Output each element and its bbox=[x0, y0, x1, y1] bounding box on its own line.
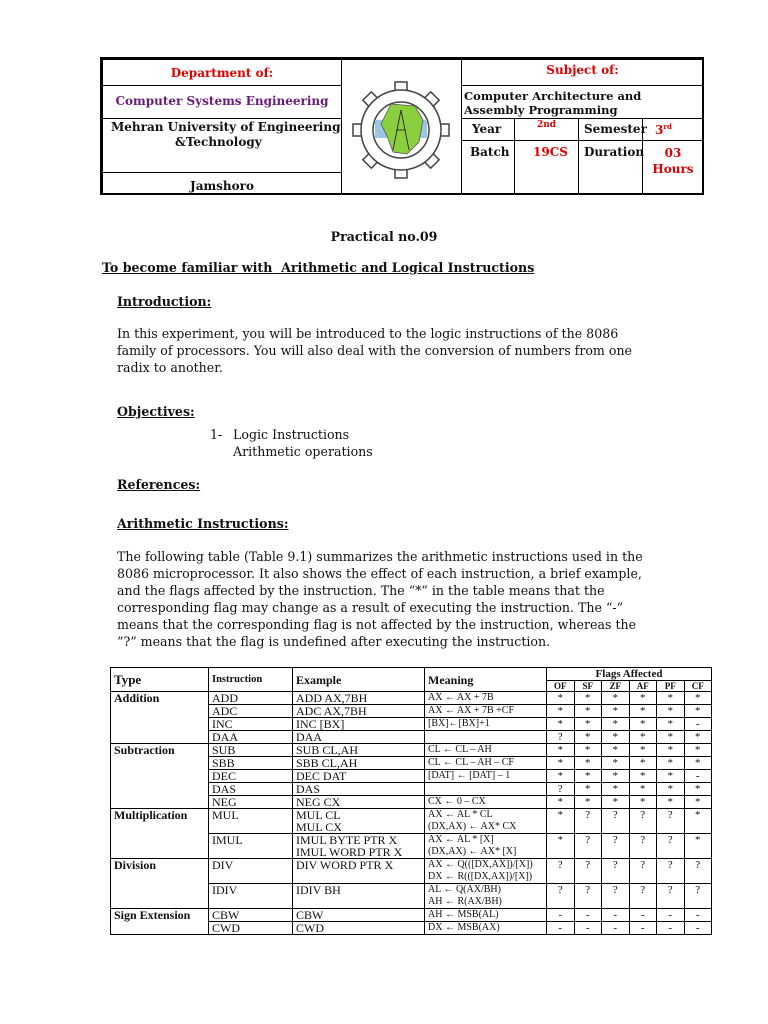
meaning-cell bbox=[425, 834, 547, 859]
instruction-cell-line: INC bbox=[212, 717, 233, 731]
objective-item: Logic Instructions bbox=[233, 427, 350, 442]
year-label: Year bbox=[461, 118, 515, 141]
meaning-cell-line: [BX]←[BX]+1 bbox=[428, 718, 490, 729]
flag-cell-of: * bbox=[547, 770, 575, 783]
meaning-cell-line: (DX,AX) ← AX* [X] bbox=[428, 846, 517, 857]
duration-label: Duration bbox=[578, 140, 643, 195]
meaning-cell-line: AX ← AL * [X] bbox=[428, 834, 494, 845]
flag-cell-af: - bbox=[629, 909, 657, 922]
instruction-cell-line: NEG bbox=[212, 795, 237, 809]
flag-cell-pf: * bbox=[657, 783, 685, 796]
flag-cell-of: * bbox=[547, 692, 575, 705]
batch-value: 19CS bbox=[514, 140, 579, 195]
aim-prefix: To become familiar with bbox=[102, 260, 273, 275]
header-type: Type bbox=[111, 668, 209, 692]
flag-cell-sf: * bbox=[574, 705, 602, 718]
example-cell-line: SBB CL,AH bbox=[296, 756, 358, 770]
flag-cell-af: ? bbox=[629, 834, 657, 859]
flag-cell-pf: * bbox=[657, 731, 685, 744]
duration-unit: Hours bbox=[652, 162, 694, 176]
meaning-cell-line: CX ← 0 – CX bbox=[428, 796, 486, 807]
meaning-cell bbox=[425, 884, 547, 909]
table-row bbox=[111, 859, 712, 884]
flag-cell-sf: * bbox=[574, 731, 602, 744]
instruction-cell-line: DEC bbox=[212, 769, 236, 783]
instruction-cell-line: DAS bbox=[212, 782, 237, 796]
instruction-cell bbox=[209, 718, 293, 731]
instruction-cell bbox=[209, 809, 293, 834]
flag-cell-of: - bbox=[547, 909, 575, 922]
flag-cell-of: * bbox=[547, 718, 575, 731]
flag-cell-pf: * bbox=[657, 744, 685, 757]
flag-cell-af: * bbox=[629, 705, 657, 718]
example-cell bbox=[293, 909, 425, 922]
department-label: Department of: bbox=[102, 59, 342, 86]
flag-cell-zf: * bbox=[602, 757, 630, 770]
table-row bbox=[111, 809, 712, 834]
flag-cell-of: * bbox=[547, 796, 575, 809]
flag-cell-pf: - bbox=[657, 922, 685, 935]
flag-cell-zf: ? bbox=[602, 859, 630, 884]
flag-header-zf: ZF bbox=[602, 681, 630, 692]
flag-cell-pf: ? bbox=[657, 859, 685, 884]
flag-cell-zf: ? bbox=[602, 834, 630, 859]
flag-cell-zf: * bbox=[602, 783, 630, 796]
flag-cell-of: ? bbox=[547, 731, 575, 744]
flag-cell-zf: * bbox=[602, 796, 630, 809]
flag-cell-cf: * bbox=[684, 834, 712, 859]
flag-cell-cf: * bbox=[684, 809, 712, 834]
meaning-cell bbox=[425, 909, 547, 922]
flag-cell-cf: * bbox=[684, 783, 712, 796]
arithmetic-text: The following table (Table 9.1) summarizes the arithmetic instructions used in the 8086 microprocessor. It also shows the effect of each instruction, a brief example, and the flags affected by the instruction. The “*” in the table means that the corresponding flag may change as a result of executing the instruction. The “-“ means that the corresponding flag is not affected by the instruction, whereas the “?” means that the flag is undefined after executing the instruction. bbox=[117, 549, 643, 649]
references-heading: References: bbox=[117, 477, 201, 492]
flag-cell-of: * bbox=[547, 809, 575, 834]
meaning-cell-line: (DX,AX) ← AX* CX bbox=[428, 821, 517, 832]
arithmetic-heading: Arithmetic Instructions: bbox=[117, 516, 289, 531]
example-cell-line: DAA bbox=[296, 730, 322, 744]
flag-cell-zf: * bbox=[602, 770, 630, 783]
example-cell-line: INC [BX] bbox=[296, 717, 345, 731]
flag-cell-of: ? bbox=[547, 783, 575, 796]
flag-cell-sf: ? bbox=[574, 884, 602, 909]
flag-cell-of: * bbox=[547, 705, 575, 718]
flag-cell-af: * bbox=[629, 796, 657, 809]
flag-cell-pf: * bbox=[657, 718, 685, 731]
flag-cell-pf: ? bbox=[657, 809, 685, 834]
semester-label: Semester bbox=[578, 118, 643, 141]
instruction-cell bbox=[209, 859, 293, 884]
flag-cell-sf: * bbox=[574, 783, 602, 796]
type-cell: Subtraction bbox=[111, 744, 209, 809]
year-value: 2nd bbox=[514, 118, 579, 141]
flag-cell-af: ? bbox=[629, 809, 657, 834]
gear-logo-icon bbox=[342, 60, 460, 192]
example-cell bbox=[293, 770, 425, 783]
semester-value bbox=[642, 118, 704, 141]
instruction-cell-line: SBB bbox=[212, 756, 235, 770]
subject-name: Computer Architecture and Assembly Programming bbox=[461, 85, 704, 119]
objectives-number: 1- bbox=[210, 427, 223, 442]
table-row bbox=[111, 909, 712, 922]
flag-cell-cf: - bbox=[684, 922, 712, 935]
meaning-cell bbox=[425, 859, 547, 884]
batch-label: Batch bbox=[461, 140, 515, 195]
flag-cell-cf: ? bbox=[684, 859, 712, 884]
example-cell-line: IDIV BH bbox=[296, 883, 341, 897]
flag-cell-pf: ? bbox=[657, 884, 685, 909]
header-meaning: Meaning bbox=[425, 668, 547, 692]
instruction-cell-line: DAA bbox=[212, 730, 238, 744]
example-cell-line: IMUL BYTE PTR X bbox=[296, 833, 398, 847]
example-cell-line: CBW bbox=[296, 908, 324, 922]
instruction-cell bbox=[209, 796, 293, 809]
introduction-text: In this experiment, you will be introduced to the logic instructions of the 8086 family of processors. You will also deal with the conversion of numbers from one radix to another. bbox=[117, 326, 633, 375]
flag-cell-zf: ? bbox=[602, 884, 630, 909]
example-cell bbox=[293, 922, 425, 935]
example-cell bbox=[293, 884, 425, 909]
example-cell bbox=[293, 859, 425, 884]
flag-cell-af: * bbox=[629, 783, 657, 796]
meaning-cell bbox=[425, 744, 547, 757]
example-cell bbox=[293, 809, 425, 834]
semester-number: 3 bbox=[655, 123, 664, 137]
instruction-cell bbox=[209, 692, 293, 705]
meaning-cell-line: [DAT] ← [DAT] – 1 bbox=[428, 770, 511, 781]
flag-header-pf: PF bbox=[657, 681, 685, 692]
flag-header-of: OF bbox=[547, 681, 575, 692]
flag-cell-sf: * bbox=[574, 796, 602, 809]
type-cell: Division bbox=[111, 859, 209, 909]
meaning-cell-line: AH ← MSB(AL) bbox=[428, 909, 499, 920]
type-cell: Addition bbox=[111, 692, 209, 744]
arithmetic-instructions-table bbox=[110, 667, 712, 935]
flag-cell-cf: * bbox=[684, 796, 712, 809]
meaning-cell-line: CL ← CL – AH – CF bbox=[428, 757, 514, 768]
instruction-cell bbox=[209, 757, 293, 770]
flag-cell-sf: * bbox=[574, 770, 602, 783]
flag-header-sf: SF bbox=[574, 681, 602, 692]
meaning-cell-line: CL ← CL – AH bbox=[428, 744, 492, 755]
flag-cell-pf: * bbox=[657, 692, 685, 705]
flag-cell-af: * bbox=[629, 718, 657, 731]
subject-label: Subject of: bbox=[461, 59, 704, 86]
example-cell bbox=[293, 744, 425, 757]
instruction-cell bbox=[209, 783, 293, 796]
example-cell-line: ADD AX,7BH bbox=[296, 691, 368, 705]
aim bbox=[102, 259, 534, 276]
instruction-cell bbox=[209, 770, 293, 783]
flag-cell-af: ? bbox=[629, 859, 657, 884]
university-name bbox=[102, 118, 342, 173]
example-cell bbox=[293, 705, 425, 718]
duration-value bbox=[642, 140, 704, 195]
flag-cell-pf: * bbox=[657, 705, 685, 718]
flag-cell-cf: * bbox=[684, 692, 712, 705]
flag-cell-af: ? bbox=[629, 884, 657, 909]
instruction-cell bbox=[209, 922, 293, 935]
meaning-cell-line: AX ← Q(([DX,AX])/[X]) bbox=[428, 859, 533, 870]
instruction-cell bbox=[209, 705, 293, 718]
meaning-cell bbox=[425, 692, 547, 705]
type-cell: Sign Extension bbox=[111, 909, 209, 935]
instruction-cell-line: IDIV bbox=[212, 883, 238, 897]
flag-cell-sf: ? bbox=[574, 834, 602, 859]
flag-cell-cf: * bbox=[684, 705, 712, 718]
flag-cell-of: ? bbox=[547, 884, 575, 909]
meaning-cell-line: AH ← R(AX/BH) bbox=[428, 896, 502, 907]
flag-cell-zf: - bbox=[602, 922, 630, 935]
header-table bbox=[100, 57, 704, 195]
department-name: Computer Systems Engineering bbox=[102, 85, 342, 119]
flag-cell-sf: - bbox=[574, 909, 602, 922]
example-cell-line: IMUL WORD PTR X bbox=[296, 845, 403, 859]
flag-cell-cf: - bbox=[684, 770, 712, 783]
flag-cell-cf: ? bbox=[684, 884, 712, 909]
practical-title: Practical no.09 bbox=[330, 229, 438, 244]
instruction-cell-line: ADC bbox=[212, 704, 238, 718]
example-cell-line: SUB CL,AH bbox=[296, 743, 359, 757]
flag-header-cf: CF bbox=[684, 681, 712, 692]
semester-suffix: rd bbox=[663, 122, 672, 131]
table-row bbox=[111, 744, 712, 757]
instruction-cell-line: DIV bbox=[212, 858, 234, 872]
flag-cell-of: * bbox=[547, 744, 575, 757]
flag-cell-af: * bbox=[629, 744, 657, 757]
example-cell bbox=[293, 796, 425, 809]
flag-cell-zf: * bbox=[602, 705, 630, 718]
meaning-cell-line: AX ← AX + 7B +CF bbox=[428, 705, 515, 716]
flag-cell-af: * bbox=[629, 757, 657, 770]
duration-number: 03 bbox=[664, 146, 682, 160]
flag-cell-pf: * bbox=[657, 796, 685, 809]
instruction-cell-line: ADD bbox=[212, 691, 238, 705]
flag-header-af: AF bbox=[629, 681, 657, 692]
example-cell bbox=[293, 757, 425, 770]
instruction-cell bbox=[209, 744, 293, 757]
meaning-cell-line: AL ← Q(AX/BH) bbox=[428, 884, 501, 895]
university-line2: &Technology bbox=[175, 135, 262, 149]
instruction-cell bbox=[209, 909, 293, 922]
flag-cell-zf: - bbox=[602, 909, 630, 922]
objectives-heading: Objectives: bbox=[117, 404, 195, 419]
flag-cell-af: * bbox=[629, 692, 657, 705]
aim-topic: Arithmetic and Logical Instructions bbox=[281, 260, 535, 275]
meaning-cell-line: AX ← AL * CL bbox=[428, 809, 493, 820]
table-row bbox=[111, 692, 712, 705]
flag-cell-cf: * bbox=[684, 731, 712, 744]
flag-cell-zf: * bbox=[602, 718, 630, 731]
flag-cell-zf: * bbox=[602, 731, 630, 744]
instruction-cell-line: CWD bbox=[212, 921, 240, 935]
flag-cell-sf: ? bbox=[574, 809, 602, 834]
university-line1: Mehran University of Engineering bbox=[111, 120, 341, 134]
example-cell-line: DAS bbox=[296, 782, 321, 796]
meaning-cell bbox=[425, 718, 547, 731]
example-cell-line: NEG CX bbox=[296, 795, 341, 809]
flag-cell-sf: ? bbox=[574, 859, 602, 884]
example-cell bbox=[293, 834, 425, 859]
flag-cell-sf: * bbox=[574, 718, 602, 731]
flag-cell-of: * bbox=[547, 834, 575, 859]
instruction-cell bbox=[209, 884, 293, 909]
flag-cell-of: ? bbox=[547, 859, 575, 884]
type-cell: Multiplication bbox=[111, 809, 209, 859]
header-example: Example bbox=[293, 668, 425, 692]
flag-cell-sf: - bbox=[574, 922, 602, 935]
meaning-cell bbox=[425, 783, 547, 796]
meaning-cell-line: DX ← MSB(AX) bbox=[428, 922, 500, 933]
meaning-cell bbox=[425, 922, 547, 935]
introduction-heading: Introduction: bbox=[117, 294, 212, 309]
example-cell-line: ADC AX,7BH bbox=[296, 704, 367, 718]
flag-cell-pf: ? bbox=[657, 834, 685, 859]
flag-cell-zf: * bbox=[602, 744, 630, 757]
flag-cell-af: - bbox=[629, 922, 657, 935]
meaning-cell bbox=[425, 809, 547, 834]
instruction-cell-line: CBW bbox=[212, 908, 240, 922]
meaning-cell bbox=[425, 705, 547, 718]
meaning-cell bbox=[425, 770, 547, 783]
flag-cell-cf: * bbox=[684, 757, 712, 770]
flag-cell-pf: * bbox=[657, 757, 685, 770]
instruction-cell bbox=[209, 834, 293, 859]
city: Jamshoro bbox=[102, 172, 342, 195]
university-logo bbox=[341, 59, 462, 195]
flag-cell-cf: - bbox=[684, 718, 712, 731]
flag-cell-of: * bbox=[547, 757, 575, 770]
instruction-cell bbox=[209, 731, 293, 744]
flag-cell-pf: * bbox=[657, 770, 685, 783]
meaning-cell-line: AX ← AX + 7B bbox=[428, 692, 494, 703]
flag-cell-pf: - bbox=[657, 909, 685, 922]
example-cell-line: DIV WORD PTR X bbox=[296, 858, 394, 872]
meaning-cell bbox=[425, 757, 547, 770]
flag-cell-sf: * bbox=[574, 692, 602, 705]
instruction-cell-line: SUB bbox=[212, 743, 236, 757]
example-cell-line: MUL CL bbox=[296, 808, 341, 822]
example-cell-line: DEC DAT bbox=[296, 769, 347, 783]
example-cell bbox=[293, 718, 425, 731]
instruction-cell-line: MUL bbox=[212, 808, 239, 822]
example-cell-line: MUL CX bbox=[296, 820, 342, 834]
flag-cell-of: - bbox=[547, 922, 575, 935]
flag-cell-zf: * bbox=[602, 692, 630, 705]
header-instruction: Instruction bbox=[209, 668, 293, 692]
example-cell bbox=[293, 783, 425, 796]
flag-cell-cf: * bbox=[684, 744, 712, 757]
flag-cell-af: * bbox=[629, 770, 657, 783]
meaning-cell bbox=[425, 731, 547, 744]
example-cell bbox=[293, 692, 425, 705]
instruction-cell-line: IMUL bbox=[212, 833, 243, 847]
flag-cell-sf: * bbox=[574, 757, 602, 770]
flag-cell-sf: * bbox=[574, 744, 602, 757]
flag-cell-zf: ? bbox=[602, 809, 630, 834]
meaning-cell-line: DX ← R(([DX,AX])/[X]) bbox=[428, 871, 533, 882]
flag-cell-af: * bbox=[629, 731, 657, 744]
meaning-cell bbox=[425, 796, 547, 809]
example-cell-line: CWD bbox=[296, 921, 324, 935]
objective-item: Arithmetic operations bbox=[233, 444, 373, 459]
header-flags: Flags Affected bbox=[547, 668, 712, 681]
example-cell bbox=[293, 731, 425, 744]
flag-cell-cf: - bbox=[684, 909, 712, 922]
